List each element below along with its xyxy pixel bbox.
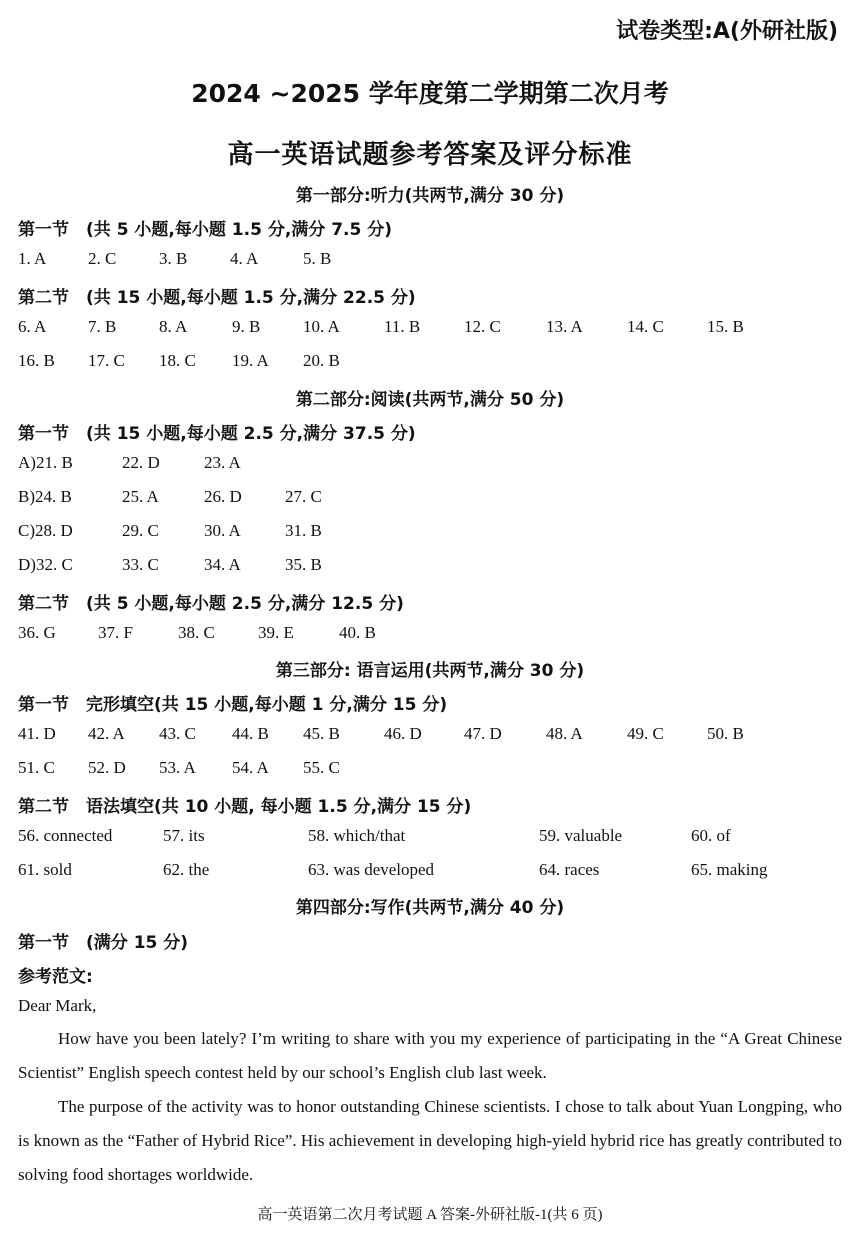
- answer-item: 3. B: [159, 249, 188, 268]
- answer-item: 55. C: [303, 758, 340, 777]
- answer-item: 1. A: [18, 249, 47, 268]
- part2-section1-heading: 第一节 (共 15 小题,每小题 2.5 分,满分 37.5 分): [18, 424, 416, 444]
- answer-item: 53. A: [159, 758, 196, 777]
- answer-item: 45. B: [303, 724, 340, 743]
- answer-item: 18. C: [159, 351, 196, 370]
- answer-item: 49. C: [627, 724, 664, 743]
- answer-item: 5. B: [303, 249, 332, 268]
- answer-item: 15. B: [707, 317, 744, 336]
- answer-item: 52. D: [88, 758, 126, 777]
- answer-item: 36. G: [18, 623, 56, 642]
- answer-item: 22. D: [122, 453, 160, 472]
- answer-item: 51. C: [18, 758, 55, 777]
- answer-item: 41. D: [18, 724, 56, 743]
- answer-item: 4. A: [230, 249, 259, 268]
- answer-item: B)24. B: [18, 487, 72, 506]
- answer-item: 57. its: [163, 826, 205, 845]
- answer-item: 26. D: [204, 487, 242, 506]
- answer-item: 12. C: [464, 317, 501, 336]
- part1-section2-heading: 第二节 (共 15 小题,每小题 1.5 分,满分 22.5 分): [18, 288, 416, 308]
- part1-heading: 第一部分:听力(共两节,满分 30 分): [295, 186, 565, 206]
- answer-item: 14. C: [627, 317, 664, 336]
- document-title: 高一英语试题参考答案及评分标准: [227, 140, 633, 170]
- answer-item: 63. was developed: [308, 860, 435, 879]
- answer-item: 33. C: [122, 555, 159, 574]
- answer-item: D)32. C: [18, 555, 73, 574]
- answer-item: 50. B: [707, 724, 744, 743]
- answer-item: 59. valuable: [539, 826, 623, 845]
- part3-section2-heading: 第二节 语法填空(共 10 小题, 每小题 1.5 分,满分 15 分): [18, 797, 472, 817]
- letter-greeting: Dear Mark,: [18, 996, 97, 1015]
- essay-paragraph: How have you been lately? I’m writing to share with you my experience of participating in the “A Great Chinese Scientist” English speech contest held by our school’s English club last week.: [18, 1029, 842, 1082]
- answer-item: 61. sold: [18, 860, 72, 879]
- answer-item: 6. A: [18, 317, 47, 336]
- answer-item: 40. B: [339, 623, 376, 642]
- answer-item: 11. B: [384, 317, 421, 336]
- answer-item: 31. B: [285, 521, 322, 540]
- answer-item: 29. C: [122, 521, 159, 540]
- answer-item: 27. C: [285, 487, 322, 506]
- answer-item: 23. A: [204, 453, 241, 472]
- answer-item: 56. connected: [18, 826, 113, 845]
- paper-type-label: 试卷类型:A(外研社版): [616, 19, 838, 44]
- answer-item: C)28. D: [18, 521, 73, 540]
- answer-item: 17. C: [88, 351, 125, 370]
- answer-item: 44. B: [232, 724, 269, 743]
- answer-item: 35. B: [285, 555, 322, 574]
- part2-section2-heading: 第二节 (共 5 小题,每小题 2.5 分,满分 12.5 分): [18, 594, 404, 614]
- part2-heading: 第二部分:阅读(共两节,满分 50 分): [295, 390, 565, 410]
- answer-item: 48. A: [546, 724, 583, 743]
- answer-item: 62. the: [163, 860, 210, 879]
- answer-item: 39. E: [258, 623, 294, 642]
- exam-title: 2024 ~2025 学年度第二学期第二次月考: [191, 79, 669, 108]
- answer-item: 65. making: [691, 860, 768, 879]
- answer-item: 43. C: [159, 724, 196, 743]
- answer-item: 30. A: [204, 521, 241, 540]
- answer-item: 9. B: [232, 317, 261, 336]
- answer-item: 47. D: [464, 724, 502, 743]
- part3-section1-heading: 第一节 完形填空(共 15 小题,每小题 1 分,满分 15 分): [18, 695, 448, 715]
- answer-item: 34. A: [204, 555, 241, 574]
- answer-item: 8. A: [159, 317, 188, 336]
- answer-item: A)21. B: [18, 453, 73, 472]
- part4-heading: 第四部分:写作(共两节,满分 40 分): [295, 898, 565, 918]
- answer-item: 13. A: [546, 317, 583, 336]
- answer-item: 25. A: [122, 487, 159, 506]
- answer-item: 38. C: [178, 623, 215, 642]
- answer-item: 2. C: [88, 249, 117, 268]
- part4-section1-heading: 第一节 (满分 15 分): [18, 933, 189, 953]
- answer-item: 19. A: [232, 351, 269, 370]
- answer-item: 37. F: [98, 623, 133, 642]
- answer-item: 42. A: [88, 724, 125, 743]
- answer-item: 64. races: [539, 860, 600, 879]
- answer-item: 20. B: [303, 351, 340, 370]
- answer-item: 54. A: [232, 758, 269, 777]
- part1-section1-heading: 第一节 (共 5 小题,每小题 1.5 分,满分 7.5 分): [18, 220, 393, 240]
- answer-item: 16. B: [18, 351, 55, 370]
- essay-paragraph: The purpose of the activity was to honor outstanding Chinese scientists. I chose to talk about Yuan Longping, who is known as the “Father of Hybrid Rice”. His achievement in developing high-yield hybrid rice has greatly contributed to solving food shortages worldwide.: [18, 1097, 842, 1184]
- answer-item: 60. of: [691, 826, 731, 845]
- answer-item: 58. which/that: [308, 826, 406, 845]
- page-footer: 高一英语第二次月考试题 A 答案-外研社版-1(共 6 页): [257, 1207, 603, 1223]
- sample-essay-label: 参考范文:: [18, 967, 93, 987]
- answer-item: 10. A: [303, 317, 340, 336]
- answer-item: 7. B: [88, 317, 117, 336]
- part3-heading: 第三部分: 语言运用(共两节,满分 30 分): [275, 661, 585, 681]
- answer-item: 46. D: [384, 724, 422, 743]
